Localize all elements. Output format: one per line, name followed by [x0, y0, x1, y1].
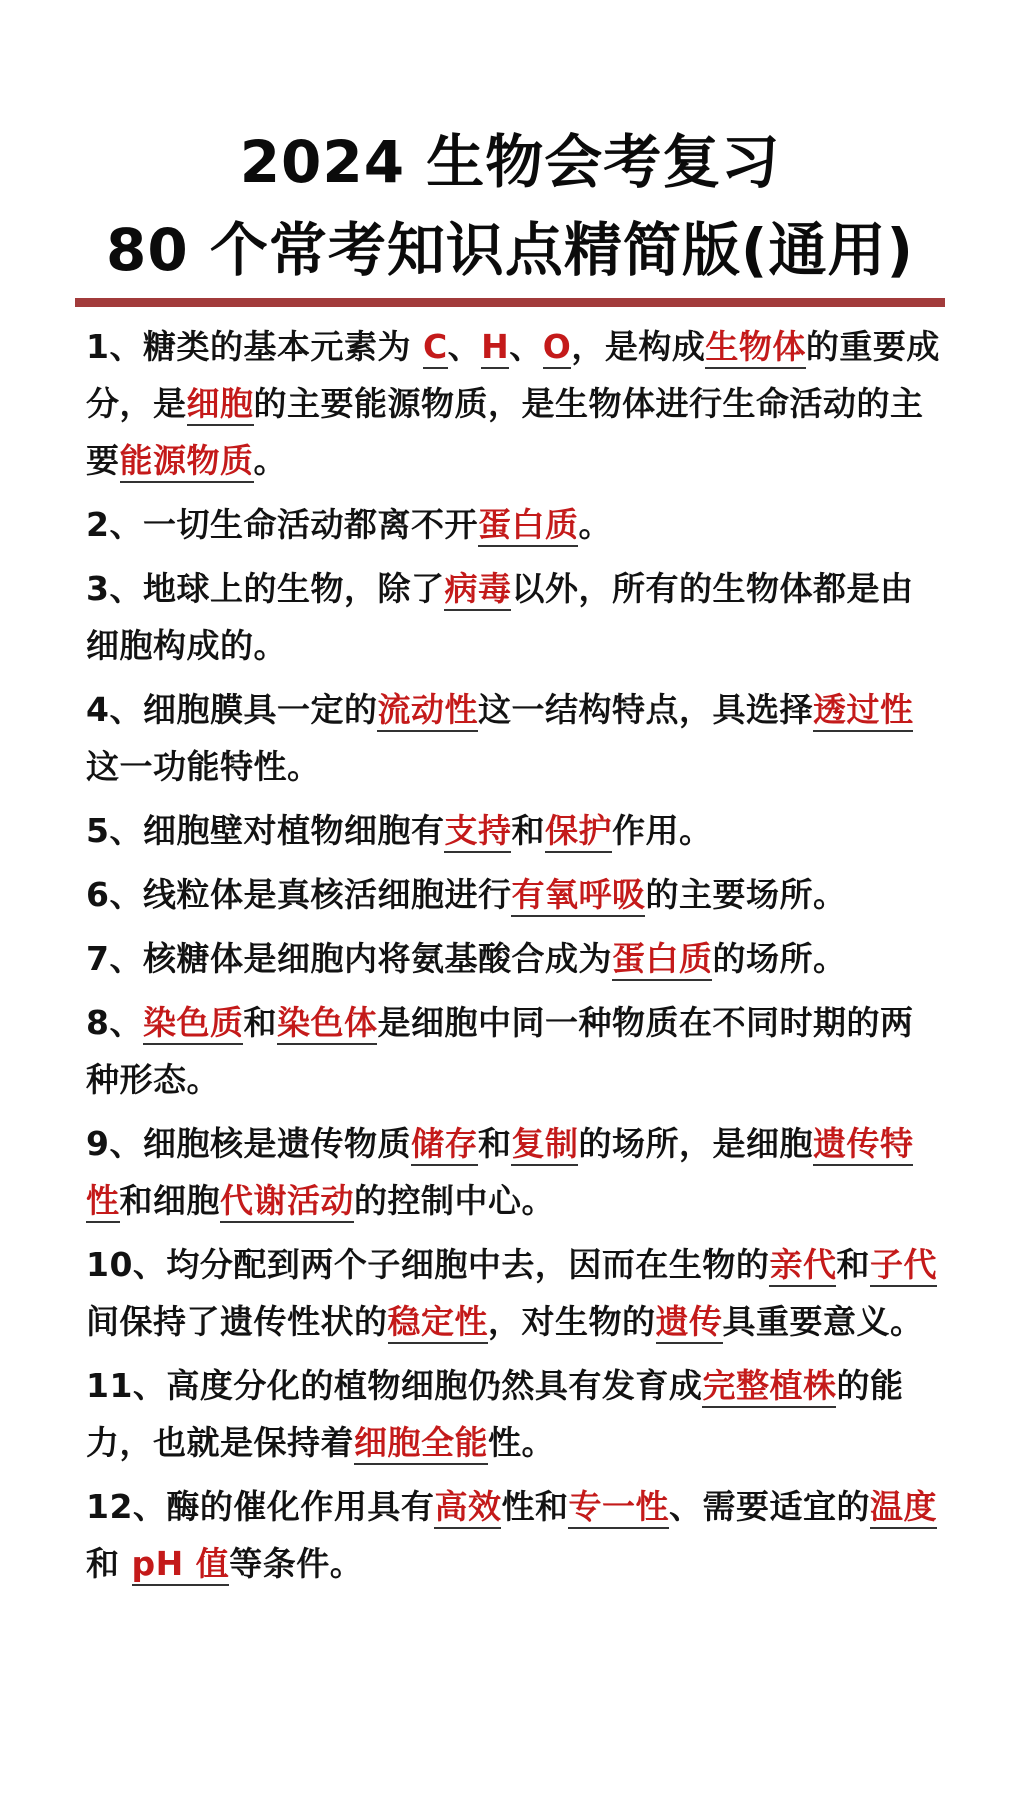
knowledge-point-item [86, 1236, 946, 1350]
knowledge-point-item [86, 866, 946, 923]
text-segment: 性和 [501, 1487, 569, 1526]
key-term: 遗传 [656, 1302, 723, 1344]
key-term: 遗传特性 [86, 1124, 913, 1223]
key-term: 储存 [411, 1124, 478, 1166]
key-term: 高效 [434, 1487, 501, 1529]
key-term: 能源物质 [120, 441, 254, 483]
text-segment: 和 [86, 1544, 132, 1583]
key-term: pH 值 [132, 1544, 230, 1586]
knowledge-point-item [86, 1115, 946, 1229]
text-segment: 的主要场所。 [645, 875, 847, 914]
text-segment: ，对生物的 [488, 1302, 656, 1341]
page-subtitle: 80 个常考知识点精简版(通用) [106, 216, 914, 284]
knowledge-point-list [86, 318, 946, 1599]
text-segment: 11、高度分化的植物细胞仍然具有发育成 [86, 1366, 703, 1405]
text-segment: 12、酶的催化作用具有 [86, 1487, 435, 1526]
text-segment: 、需要适宜的 [668, 1487, 870, 1526]
text-segment: 的控制中心。 [354, 1181, 555, 1220]
text-segment: 。 [578, 505, 612, 544]
text-segment: 的主要能源物质，是生物体进行生命活动的主要 [86, 384, 924, 480]
key-term: 亲代 [769, 1245, 836, 1287]
text-segment: 的场所。 [712, 939, 847, 978]
text-segment: 的能力，也就是保持着 [86, 1366, 904, 1462]
key-term: 蛋白质 [478, 505, 579, 547]
knowledge-point-item [86, 1478, 946, 1592]
key-term: 有氧呼吸 [511, 875, 645, 917]
title-block [0, 118, 1020, 294]
text-segment: 。 [253, 441, 287, 480]
text-segment: 1、糖类的基本元素为 [86, 327, 423, 366]
key-term: 透过性 [813, 690, 914, 732]
text-segment: 和细胞 [119, 1181, 220, 1220]
key-term: C [423, 327, 448, 369]
key-term: 稳定性 [388, 1302, 489, 1344]
key-term: 生物体 [705, 327, 806, 369]
key-term: 支持 [444, 811, 511, 853]
key-term: 代谢活动 [220, 1181, 354, 1223]
text-segment: 2、一切生命活动都离不开 [86, 505, 478, 544]
text-segment: 等条件。 [229, 1544, 364, 1583]
knowledge-point-item [86, 994, 946, 1108]
text-segment: 、 [447, 327, 482, 366]
text-segment: 是细胞中同一种物质在不同时期的两种形态。 [86, 1003, 914, 1099]
text-segment: 和 [836, 1245, 870, 1284]
key-term: 复制 [511, 1124, 578, 1166]
text-segment: 4、细胞膜具一定的 [86, 690, 378, 729]
text-segment: 这一功能特性。 [86, 747, 321, 786]
text-segment: 5、细胞壁对植物细胞有 [86, 811, 445, 850]
knowledge-point-item [86, 1357, 946, 1471]
text-segment: 性。 [488, 1423, 555, 1462]
page-title: 2024 生物会考复习 [239, 128, 781, 196]
key-term: O [543, 327, 572, 369]
text-segment: 7、核糖体是细胞内将氨基酸合成为 [86, 939, 612, 978]
key-term: 完整植株 [702, 1366, 836, 1408]
key-term: 病毒 [444, 569, 511, 611]
key-term: 染色体 [277, 1003, 378, 1045]
key-term: H [481, 327, 509, 369]
knowledge-point-item [86, 802, 946, 859]
text-segment: 和 [243, 1003, 277, 1042]
knowledge-point-item [86, 496, 946, 553]
key-term: 专一性 [568, 1487, 669, 1529]
text-segment: 这一结构特点，具选择 [477, 690, 813, 729]
key-term: 染色质 [143, 1003, 244, 1045]
text-segment: 间保持了遗传性状的 [86, 1302, 388, 1341]
text-segment: 10、均分配到两个子细胞中去，因而在生物的 [86, 1245, 770, 1284]
knowledge-point-item [86, 318, 946, 489]
text-segment: 以外，所有的生物体都是由细胞构成的。 [86, 569, 914, 665]
text-segment: 、 [509, 327, 543, 366]
knowledge-point-item [86, 560, 946, 674]
key-term: 温度 [870, 1487, 937, 1529]
key-term: 保护 [545, 811, 612, 853]
key-term: 蛋白质 [612, 939, 713, 981]
text-segment: 的场所，是细胞 [578, 1124, 813, 1163]
text-segment: ，是构成 [571, 327, 706, 366]
text-segment: 具重要意义。 [722, 1302, 924, 1341]
key-term: 细胞 [187, 384, 254, 426]
text-segment: 的重要成分，是 [86, 327, 940, 423]
text-segment: 和 [477, 1124, 512, 1163]
key-term: 子代 [870, 1245, 937, 1287]
text-segment: 6、线粒体是真核活细胞进行 [86, 875, 512, 914]
text-segment: 8、 [86, 1003, 143, 1042]
key-term: 流动性 [377, 690, 478, 732]
knowledge-point-item [86, 930, 946, 987]
key-term: 细胞全能 [354, 1423, 488, 1465]
text-segment: 和 [511, 811, 545, 850]
text-segment: 作用。 [611, 811, 713, 850]
text-segment: 3、地球上的生物，除了 [86, 569, 445, 608]
title-underline-divider [75, 298, 945, 307]
knowledge-point-item [86, 681, 946, 795]
text-segment: 9、细胞核是遗传物质 [86, 1124, 411, 1163]
